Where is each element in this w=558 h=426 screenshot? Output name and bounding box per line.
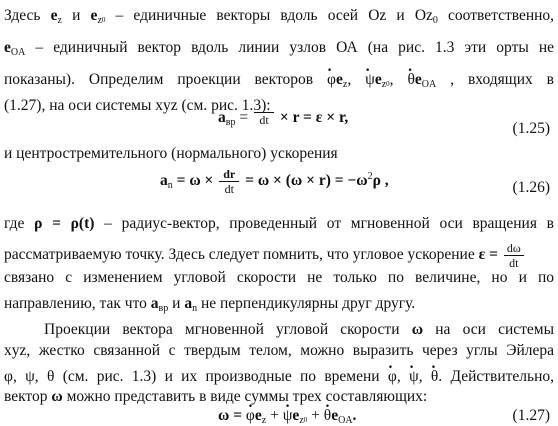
text-line-8: связано с изменением угловой скорости не только по величине, но и по (4, 269, 554, 286)
text-word: Здесь (4, 7, 41, 24)
text-fragment: , входящих в (450, 71, 554, 88)
text-word: где (4, 215, 25, 232)
text-line-9: направлению, так что $a_{вр}$ и $a_n$ не перпендикулярны друг другу. (4, 295, 416, 314)
fraction: $\frac{dr}{dt}$ (219, 168, 239, 195)
text-line-12: φ, ψ, θ (см. рис. 1.3) и их производные по времени · φ, · ψ, · θ. Действительно, (4, 369, 554, 385)
text-fragment: – единичные векторы вдоль осей Oz и $Oz_0$ соответственно, (115, 7, 555, 26)
equation-number-1-27: (1.27) (512, 407, 550, 424)
equation-number-1-26: (1.26) (512, 179, 550, 196)
equation-1-25: $a_{вр}$ = dt × r = ε × r, (218, 109, 349, 128)
text-line-5: и центростремительного (нормального) ускорения (4, 145, 338, 162)
text-line-13: вектор ω можно представить в виде суммы трех составляющих: (4, 388, 428, 405)
text-line-3 (4, 72, 554, 90)
phi-dot-ez: · $\varphi e_z$, (327, 71, 351, 88)
epsilon-symbol: ε = (478, 246, 498, 263)
vector-ez0: $e_z0$ (90, 7, 106, 26)
text-line-11: xyz, жестко связанной с твердым телом, можно выразить через углы Эйлера (4, 342, 554, 359)
text-line-4: (1.27), на оси системы xyz (см. рис. 1.3): (4, 97, 271, 114)
text-fragment: – радиус-вектор, проведенный от мгновенной оси вращения в (104, 215, 554, 232)
text-line-2 (4, 40, 554, 58)
fraction: $\frac{d\omega}{dt}$ (504, 242, 524, 269)
equation-number-1-25: (1.25) (512, 120, 550, 137)
text-fragment: рассматриваемую точку. Здесь следует помнить, что угловое ускорение (4, 246, 475, 263)
text-line-10: Проекции вектора мгновенной угловой скорости ω на оси системы (44, 321, 555, 338)
theta-dot-eoa: · $\theta e_{OA}$ (407, 71, 436, 88)
text-line-7 (4, 242, 554, 269)
psi-dot-ez0: · $\psi e_z0$, (365, 71, 393, 88)
rho-formula: ρ = ρ(t) (34, 215, 95, 232)
equation-1-27: ω = · $\varphi e_z$ + · $\psi e_z0$ + · $\theta e_{OA}$. (218, 408, 356, 426)
fraction: dt (254, 111, 274, 126)
vector-eoa: $e_{OA}$ (4, 39, 26, 58)
vector-ez: $e_z$ (50, 7, 62, 26)
text-fragment: – единичный вектор вдоль линии узлов ОА (на рис. 1.3 эти орты не (35, 39, 555, 56)
equation-1-26: $a_n = \omega$ × $\frac{dr}{dt}$ = $\omega \times (\omega \times r) = -\omega^2\rho$ , (160, 167, 389, 196)
text-line-1 (4, 8, 554, 26)
text-word: и (72, 7, 81, 24)
text-fragment: показаны). Определим проекции векторов (4, 71, 328, 88)
text-line-6 (4, 216, 554, 232)
